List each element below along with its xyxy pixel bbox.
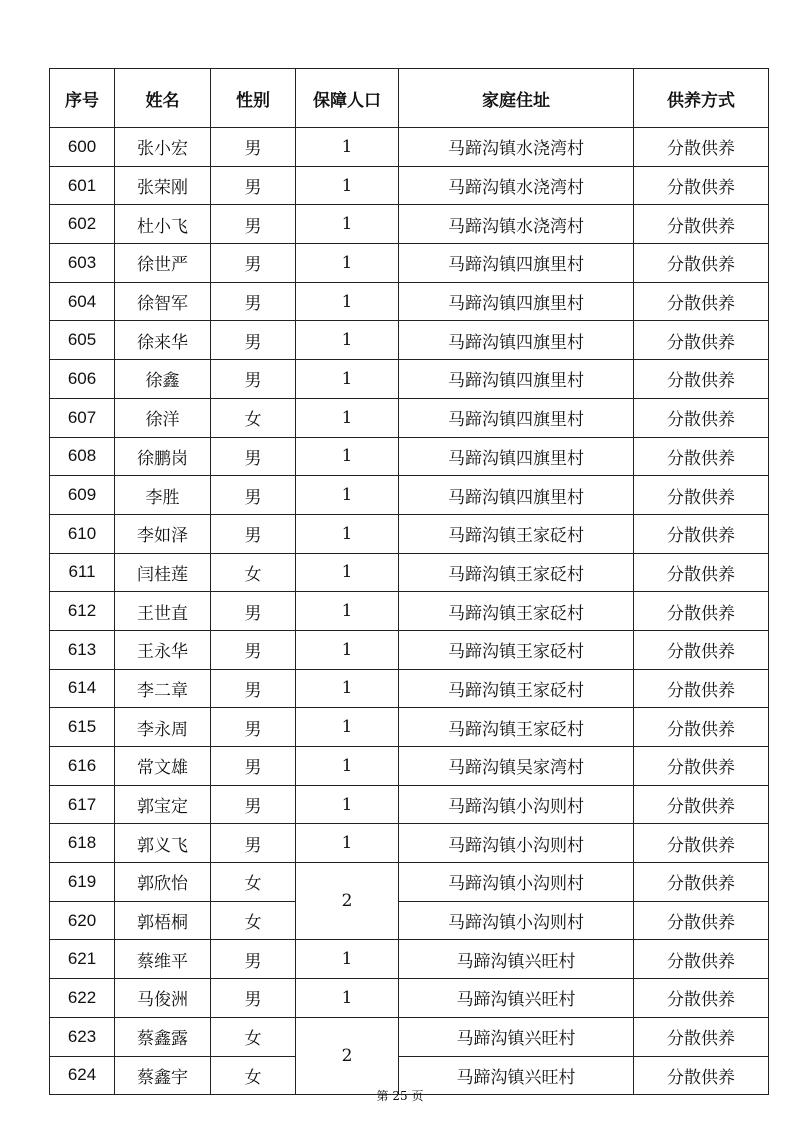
page-number: 第 25 页: [376, 1089, 424, 1103]
table-row: [50, 785, 769, 824]
header-idx: 序号: [50, 69, 115, 128]
cell-address: 马蹄沟镇小沟则村: [399, 901, 634, 940]
cell-method: 分散供养: [634, 166, 769, 205]
table-row: [50, 630, 769, 669]
cell-idx: 608: [50, 437, 115, 476]
cell-gender: 女: [211, 553, 296, 592]
cell-count: 1: [296, 128, 399, 167]
table-row: [50, 244, 769, 283]
cell-count: 1: [296, 476, 399, 515]
table-row: [50, 321, 769, 360]
cell-name: 郭梧桐: [115, 901, 211, 940]
cell-idx: 614: [50, 669, 115, 708]
table-row: [50, 824, 769, 863]
cell-count: 1: [296, 824, 399, 863]
cell-name: 李永周: [115, 708, 211, 747]
header-address: 家庭住址: [399, 69, 634, 128]
cell-count: 1: [296, 166, 399, 205]
cell-method: 分散供养: [634, 205, 769, 244]
cell-name: 郭宝定: [115, 785, 211, 824]
cell-count: 1: [296, 708, 399, 747]
header-method: 供养方式: [634, 69, 769, 128]
cell-address: 马蹄沟镇王家砭村: [399, 592, 634, 631]
cell-address: 马蹄沟镇水浇湾村: [399, 205, 634, 244]
table-row: [50, 360, 769, 399]
cell-method: 分散供养: [634, 630, 769, 669]
cell-gender: 男: [211, 244, 296, 283]
cell-idx: 618: [50, 824, 115, 863]
cell-name: 徐智军: [115, 282, 211, 321]
cell-gender: 男: [211, 747, 296, 786]
cell-name: 蔡维平: [115, 940, 211, 979]
cell-address: 马蹄沟镇王家砭村: [399, 630, 634, 669]
cell-idx: 610: [50, 514, 115, 553]
cell-method: 分散供养: [634, 979, 769, 1018]
table-row: [50, 1017, 769, 1056]
cell-address: 马蹄沟镇小沟则村: [399, 824, 634, 863]
cell-count: 1: [296, 785, 399, 824]
cell-count: 1: [296, 940, 399, 979]
cell-address: 马蹄沟镇王家砭村: [399, 669, 634, 708]
cell-name: 徐鑫: [115, 360, 211, 399]
cell-method: 分散供养: [634, 1056, 769, 1095]
cell-gender: 男: [211, 514, 296, 553]
cell-idx: 624: [50, 1056, 115, 1095]
cell-gender: 男: [211, 979, 296, 1018]
cell-gender: 男: [211, 437, 296, 476]
cell-address: 马蹄沟镇王家砭村: [399, 553, 634, 592]
table-row: [50, 901, 769, 940]
cell-idx: 602: [50, 205, 115, 244]
header-row: [50, 69, 769, 128]
cell-count: 1: [296, 514, 399, 553]
cell-gender: 男: [211, 824, 296, 863]
cell-idx: 615: [50, 708, 115, 747]
cell-gender: 男: [211, 785, 296, 824]
table-row: [50, 979, 769, 1018]
cell-address: 马蹄沟镇水浇湾村: [399, 128, 634, 167]
cell-method: 分散供养: [634, 128, 769, 167]
roster-body: [50, 128, 769, 1095]
cell-count: 1: [296, 398, 399, 437]
cell-idx: 616: [50, 747, 115, 786]
cell-address: 马蹄沟镇兴旺村: [399, 1017, 634, 1056]
cell-address: 马蹄沟镇兴旺村: [399, 940, 634, 979]
cell-idx: 606: [50, 360, 115, 399]
table-row: [50, 708, 769, 747]
cell-address: 马蹄沟镇王家砭村: [399, 708, 634, 747]
table-row: [50, 476, 769, 515]
cell-name: 王世直: [115, 592, 211, 631]
cell-idx: 612: [50, 592, 115, 631]
cell-method: 分散供养: [634, 553, 769, 592]
cell-count: 1: [296, 669, 399, 708]
cell-name: 闫桂莲: [115, 553, 211, 592]
table-row: [50, 669, 769, 708]
cell-name: 徐鹏岗: [115, 437, 211, 476]
table-row: [50, 553, 769, 592]
cell-method: 分散供养: [634, 708, 769, 747]
cell-idx: 613: [50, 630, 115, 669]
cell-name: 李胜: [115, 476, 211, 515]
cell-method: 分散供养: [634, 824, 769, 863]
cell-idx: 609: [50, 476, 115, 515]
cell-count: 1: [296, 979, 399, 1018]
cell-count: 1: [296, 321, 399, 360]
cell-idx: 600: [50, 128, 115, 167]
cell-method: 分散供养: [634, 321, 769, 360]
cell-address: 马蹄沟镇兴旺村: [399, 1056, 634, 1095]
header-name: 姓名: [115, 69, 211, 128]
cell-name: 李如泽: [115, 514, 211, 553]
cell-gender: 男: [211, 282, 296, 321]
header-count: 保障人口: [296, 69, 399, 128]
cell-count: 1: [296, 592, 399, 631]
cell-name: 徐世严: [115, 244, 211, 283]
cell-address: 马蹄沟镇水浇湾村: [399, 166, 634, 205]
cell-method: 分散供养: [634, 669, 769, 708]
cell-method: 分散供养: [634, 1017, 769, 1056]
header-gender: 性别: [211, 69, 296, 128]
cell-method: 分散供养: [634, 514, 769, 553]
cell-idx: 619: [50, 863, 115, 902]
cell-gender: 男: [211, 166, 296, 205]
cell-count: 1: [296, 630, 399, 669]
cell-method: 分散供养: [634, 282, 769, 321]
cell-method: 分散供养: [634, 476, 769, 515]
cell-gender: 男: [211, 708, 296, 747]
cell-idx: 603: [50, 244, 115, 283]
cell-address: 马蹄沟镇四旗里村: [399, 282, 634, 321]
cell-idx: 621: [50, 940, 115, 979]
cell-name: 杜小飞: [115, 205, 211, 244]
cell-address: 马蹄沟镇四旗里村: [399, 244, 634, 283]
cell-gender: 女: [211, 901, 296, 940]
cell-idx: 611: [50, 553, 115, 592]
cell-gender: 男: [211, 476, 296, 515]
table-row: [50, 940, 769, 979]
table-row: [50, 592, 769, 631]
cell-address: 马蹄沟镇四旗里村: [399, 476, 634, 515]
cell-address: 马蹄沟镇四旗里村: [399, 437, 634, 476]
cell-idx: 601: [50, 166, 115, 205]
table-row: [50, 514, 769, 553]
table-row: [50, 166, 769, 205]
cell-method: 分散供养: [634, 244, 769, 283]
cell-count: 1: [296, 360, 399, 399]
cell-idx: 605: [50, 321, 115, 360]
cell-idx: 623: [50, 1017, 115, 1056]
cell-count: 1: [296, 282, 399, 321]
cell-gender: 男: [211, 128, 296, 167]
cell-name: 蔡鑫露: [115, 1017, 211, 1056]
cell-name: 徐来华: [115, 321, 211, 360]
table-row: [50, 747, 769, 786]
cell-name: 郭欣怡: [115, 863, 211, 902]
cell-method: 分散供养: [634, 398, 769, 437]
cell-method: 分散供养: [634, 592, 769, 631]
cell-method: 分散供养: [634, 863, 769, 902]
cell-name: 李二章: [115, 669, 211, 708]
cell-idx: 617: [50, 785, 115, 824]
cell-address: 马蹄沟镇小沟则村: [399, 785, 634, 824]
cell-name: 张小宏: [115, 128, 211, 167]
cell-gender: 男: [211, 630, 296, 669]
cell-count: 1: [296, 747, 399, 786]
table-row: [50, 398, 769, 437]
cell-idx: 604: [50, 282, 115, 321]
cell-method: 分散供养: [634, 437, 769, 476]
cell-count: 1: [296, 437, 399, 476]
table-row: [50, 128, 769, 167]
cell-gender: 女: [211, 398, 296, 437]
table-row: [50, 437, 769, 476]
cell-method: 分散供养: [634, 785, 769, 824]
cell-gender: 男: [211, 669, 296, 708]
cell-gender: 女: [211, 1056, 296, 1095]
cell-method: 分散供养: [634, 901, 769, 940]
cell-address: 马蹄沟镇吴家湾村: [399, 747, 634, 786]
table-row: [50, 863, 769, 902]
cell-method: 分散供养: [634, 747, 769, 786]
cell-count: 2: [296, 1017, 399, 1094]
cell-idx: 620: [50, 901, 115, 940]
cell-name: 蔡鑫宇: [115, 1056, 211, 1095]
cell-address: 马蹄沟镇四旗里村: [399, 321, 634, 360]
cell-address: 马蹄沟镇四旗里村: [399, 360, 634, 399]
cell-idx: 607: [50, 398, 115, 437]
cell-count: 1: [296, 244, 399, 283]
cell-method: 分散供养: [634, 940, 769, 979]
table-row: [50, 282, 769, 321]
table-row: [50, 205, 769, 244]
cell-gender: 男: [211, 205, 296, 244]
cell-gender: 女: [211, 1017, 296, 1056]
cell-name: 徐洋: [115, 398, 211, 437]
cell-address: 马蹄沟镇王家砭村: [399, 514, 634, 553]
cell-gender: 男: [211, 940, 296, 979]
cell-gender: 男: [211, 360, 296, 399]
cell-address: 马蹄沟镇兴旺村: [399, 979, 634, 1018]
cell-name: 张荣刚: [115, 166, 211, 205]
cell-name: 郭义飞: [115, 824, 211, 863]
cell-name: 王永华: [115, 630, 211, 669]
cell-name: 马俊洲: [115, 979, 211, 1018]
cell-name: 常文雄: [115, 747, 211, 786]
cell-idx: 622: [50, 979, 115, 1018]
cell-gender: 女: [211, 863, 296, 902]
cell-count: 1: [296, 553, 399, 592]
cell-count: 1: [296, 205, 399, 244]
roster-table: [49, 68, 769, 1095]
cell-gender: 男: [211, 592, 296, 631]
cell-count: 2: [296, 863, 399, 940]
cell-address: 马蹄沟镇小沟则村: [399, 863, 634, 902]
cell-address: 马蹄沟镇四旗里村: [399, 398, 634, 437]
cell-method: 分散供养: [634, 360, 769, 399]
cell-gender: 男: [211, 321, 296, 360]
